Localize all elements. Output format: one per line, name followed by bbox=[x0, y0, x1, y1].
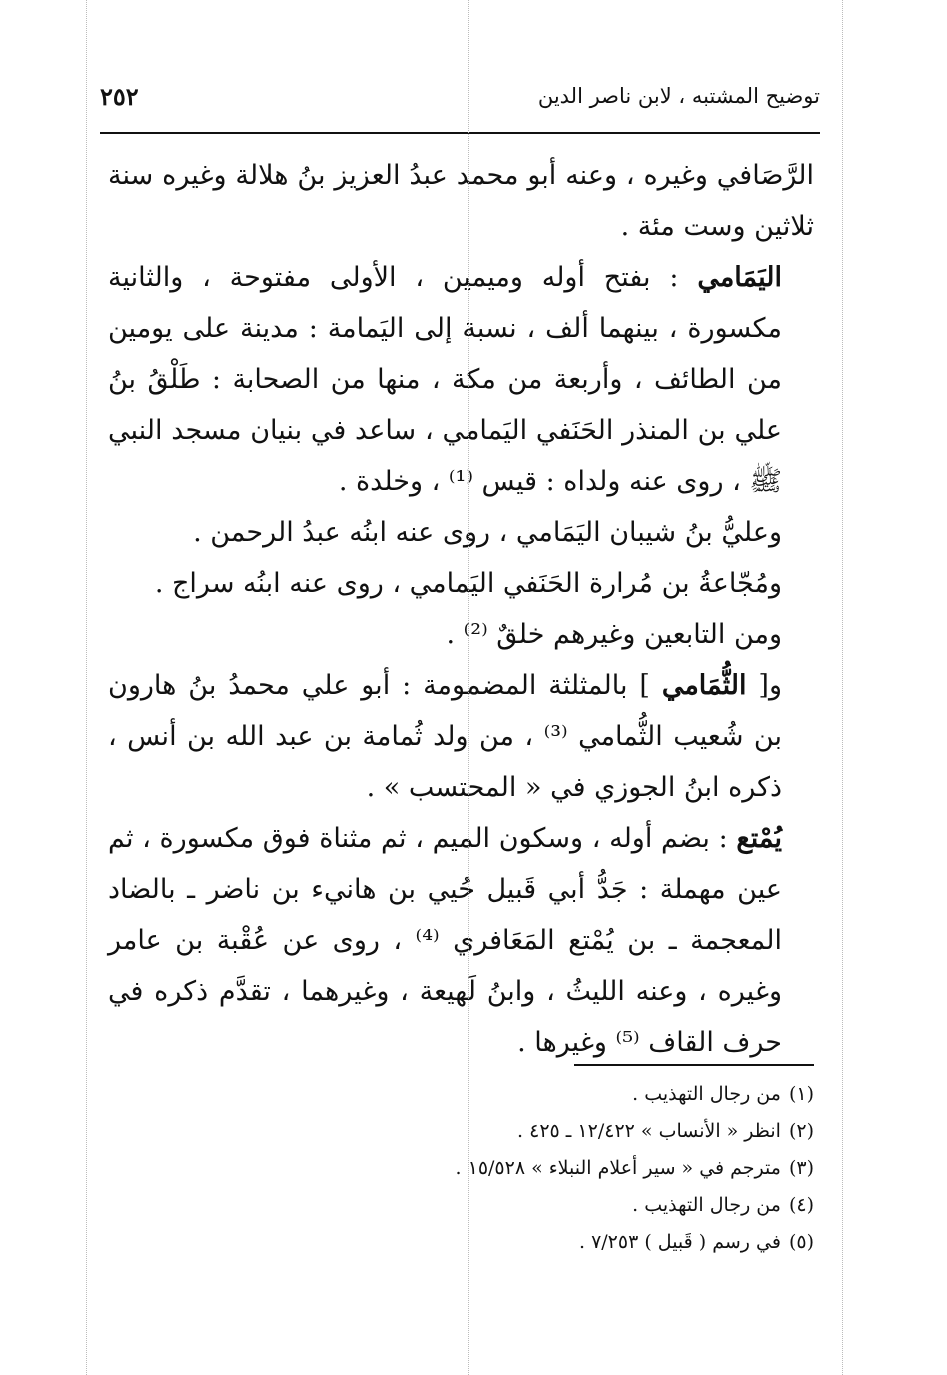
main-text bbox=[108, 150, 814, 1068]
entry-keyword-yamami: اليَمَامي bbox=[697, 262, 782, 293]
footnote-3 bbox=[108, 1150, 814, 1187]
entry-text-yumti: : بضم أوله ، وسكون الميم ، ثم مثناة فوق مكسورة ، ثم عين مهملة : جَدُّ أبي قَبيل حُيي بن هانيء بن ناضر ـ بالضاد المعجمة ـ بن يُمْتع المَعَافري ⁽⁴⁾ ، روى عن عُقْبة بن عامر وغيره ، وعنه الليثُ ، وابنُ لَهيعة ، وغيرهما ، تقدَّم ذكره في حرف القاف ⁽⁵⁾ وغيرها . bbox=[108, 823, 783, 1058]
header-divider bbox=[100, 132, 820, 134]
paragraph-1: الرَّصَافي وغيره ، وعنه أبو محمد عبدُ العزيز بنُ هلالة وغيره سنة ثلاثين وست مئة . bbox=[108, 160, 814, 242]
footnote-number: (٥) bbox=[788, 1231, 814, 1253]
entry-keyword-thumami: الثُّمَامي bbox=[661, 670, 747, 701]
footnote-text: انظر « الأنساب » ١٢/٤٢٢ ـ ٤٢٥ . bbox=[517, 1120, 781, 1142]
running-header bbox=[100, 78, 820, 118]
footnote-5 bbox=[108, 1224, 814, 1261]
footnote-1 bbox=[108, 1076, 814, 1113]
entry-prefix-thumami: و[ bbox=[746, 670, 782, 701]
footnote-number: (١) bbox=[788, 1083, 814, 1105]
paragraph-tabieen: ومن التابعين وغيرهم خلقٌ ⁽²⁾ . bbox=[446, 619, 782, 650]
footnote-number: (٤) bbox=[788, 1194, 814, 1216]
paragraph-ali-bin-shayban: وعليُّ بنُ شيبان اليَمَامي ، روى عنه ابنُه عبدُ الرحمن . bbox=[193, 517, 782, 548]
footnote-2 bbox=[108, 1113, 814, 1150]
scan-artifact-line bbox=[468, 0, 470, 1375]
paragraph-yumti bbox=[108, 813, 814, 1068]
footnote-number: (٢) bbox=[788, 1120, 814, 1142]
footnote-text: من رجال التهذيب . bbox=[632, 1083, 781, 1105]
footnote-text: مترجم في « سير أعلام النبلاء » ١٥/٥٢٨ . bbox=[455, 1157, 781, 1179]
footnote-text: في رسم ( قَبيل ) ٧/٢٥٣ . bbox=[578, 1231, 781, 1253]
footnote-divider bbox=[574, 1064, 814, 1066]
paragraph-thumami bbox=[108, 660, 814, 813]
footnotes bbox=[108, 1076, 814, 1261]
entry-keyword-yumti: يُمْتع bbox=[736, 823, 782, 854]
footnote-text: من رجال التهذيب . bbox=[632, 1194, 781, 1216]
footnote-number: (٣) bbox=[788, 1157, 814, 1179]
paragraph-yamami bbox=[108, 252, 814, 507]
page-number: ٢٥٢ bbox=[100, 82, 139, 111]
entry-text-thumami: ] بالمثلثة المضمومة : أبو علي محمدُ بنُ هارون بن شُعيب الثُّمامي ⁽³⁾ ، من ولد ثُمامة بن عبد الله بن أنس ، ذكره ابنُ الجوزي في « المحتسب » . bbox=[108, 670, 782, 803]
scan-artifact-line bbox=[842, 0, 844, 1375]
running-title: توضيح المشتبه ، لابن ناصر الدين bbox=[537, 84, 820, 108]
paragraph-mujjaa: ومُجّاعةُ بن مُرارة الحَنَفي اليَمامي ، روى عنه ابنُه سراج . bbox=[154, 568, 782, 599]
footnote-4 bbox=[108, 1187, 814, 1224]
scan-artifact-line bbox=[86, 0, 88, 1375]
entry-text-yamami: : بفتح أوله وميمين ، الأولى مفتوحة ، والثانية مكسورة ، بينهما ألف ، نسبة إلى اليَمامة : مدينة على يومين من الطائف ، وأربعة من مكة ، منها من الصحابة : طَلْقُ بنُ علي بن المنذر الحَنَفي اليَمامي ، ساعد في بنيان مسجد النبي ﷺ ، روى عنه ولداه : قيس ⁽¹⁾ ، وخلدة . bbox=[108, 262, 782, 497]
